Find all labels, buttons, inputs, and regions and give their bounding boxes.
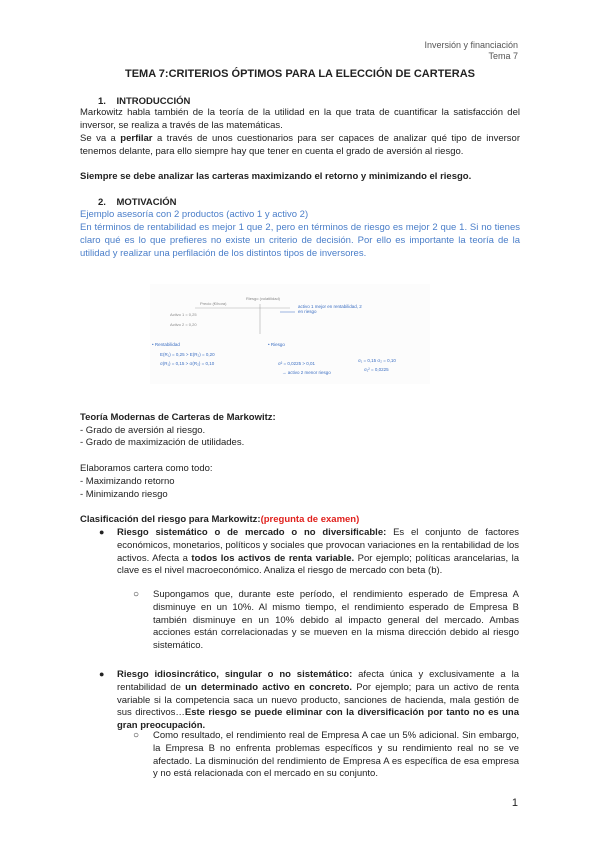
- fig-label-rent: • Rentabilidad: [152, 342, 180, 347]
- intro-paragraph-1: Markowitz habla también de la teoría de la utilidad en la que trata de cuantificar la satisfacción del inversor, se realiza a través de las matemáticas.: [80, 107, 520, 131]
- header-course: Inversión y financiación: [424, 40, 518, 50]
- fig-col-price: Precio (€/hora): [200, 301, 227, 306]
- portfolio-intro: Elaboramos cartera como todo:: [80, 463, 213, 474]
- key-statement: Siempre se debe analizar las carteras maximizando el retorno y minimizando el riesgo.: [80, 171, 472, 182]
- fig-col-risk: Riesgo (volatilidad): [246, 296, 281, 301]
- handwritten-notes-figure: [150, 284, 430, 384]
- bullet-dot: ●: [99, 669, 105, 679]
- header-topic: Tema 7: [488, 51, 518, 61]
- sub-bullet-circle: ○: [133, 589, 140, 600]
- fig-eq-5: σ₁ = 0,15 σ₂ = 0,10: [358, 358, 396, 363]
- fig-row-2: Activo 2 = 0,20: [170, 322, 197, 327]
- idiosyncratic-risk-bullet: Riesgo idiosincrático, singular o no sistemático: afecta única y exclusivamente a la rentabilidad de un determinado activo en concreto. Por ejemplo; para un activo de renta variable si la competencia saca un nuevo producto, sanciones de hacienda, mala gestión de sus directivos…Este riesgo se puede eliminar con la diversificación por tanto no es una gran preocupación.: [117, 669, 520, 732]
- markowitz-title: Teoría Modernas de Carteras de Markowitz:: [80, 412, 276, 423]
- page-number: 1: [511, 797, 518, 809]
- bullet-dot: ●: [99, 527, 105, 537]
- fig-note: activo 1 mejor en rentabilidad, 2 en riesgo: [298, 304, 362, 314]
- systematic-risk-bullet: Riesgo sistemático o de mercado o no diversificable: Es el conjunto de factores económicos, monetarios, políticos y sociales que provocan variaciones en la rentabilidad de los activos. Afecta a todos los activos de renta variable. Por ejemplo; políticas arancelarias, la clave es el nivel macroeconómico. Analiza el riesgo de mercado con beta (b).: [117, 527, 519, 577]
- section-1-heading: 1. INTRODUCCIÓN: [98, 96, 191, 107]
- sub-bullet-circle: ○: [133, 730, 140, 741]
- page-title: TEMA 7:CRITERIOS ÓPTIMOS PARA LA ELECCIÓN DE CARTERAS: [125, 68, 475, 80]
- fig-eq-1: E(R₁) = 0,25 > E(R₂) = 0,20: [160, 352, 215, 357]
- fig-eq-6: σ₁² = 0,0225: [364, 367, 389, 372]
- fig-label-risk: • Riesgo: [268, 342, 285, 347]
- example-paragraph: En términos de rentabilidad es mejor 1 que 2, pero en términos de riesgo es mejor 2 que 1. Si no tienes claro qué es lo que prefieres no existe un criterio de decisión. Por ello es importante la teoría de la utilidad y realizar una perfilación de los distintos tipos de inversores.: [80, 222, 520, 259]
- fig-sketch-lines: [150, 284, 430, 384]
- portfolio-item-2: - Minimizando riesgo: [80, 489, 168, 500]
- fig-eq-3: σ² = 0,0225 > 0,01: [278, 361, 316, 366]
- fig-eq-4: → activo 2 menor riesgo: [282, 370, 331, 375]
- markowitz-item-1: - Grado de aversión al riesgo.: [80, 425, 206, 436]
- section-2-heading: 2. MOTIVACIÓN: [98, 197, 177, 208]
- fig-eq-2: σ(R₁) = 0,15 > σ(R₂) = 0,10: [160, 361, 215, 366]
- idiosyncratic-example: Como resultado, el rendimiento real de Empresa A cae un 5% adicional. Sin embargo, la Empresa B no enfrenta problemas específicos y su rendimiento real no se ve afectado. La disminución del rendimiento de Empresa A es específica de esa empresa y no está relacionada con el mercado en su conjunto.: [153, 730, 519, 780]
- markowitz-item-2: - Grado de maximización de utilidades.: [80, 437, 245, 448]
- example-line: Ejemplo asesoría con 2 productos (activo 1 y activo 2): [80, 209, 309, 220]
- fig-row-1: Activo 1 = 0,25: [170, 312, 197, 317]
- intro-paragraph-2: Se va a perfilar a través de unos cuestionarios para ser capaces de analizar qué tipo de inversor tenemos delante, para ello siempre hay que tener en cuenta el grado de aversión al riesgo.: [80, 133, 520, 157]
- systematic-example: Supongamos que, durante este período, el rendimiento esperado de Empresa A disminuye en un 10%. Al mismo tiempo, el rendimiento esperado de Empresa B también disminuye en un 10% debido al impacto general del mercado. Ambas acciones están correlacionadas y se mueven en la misma dirección debido al riesgo sistemático.: [153, 589, 519, 652]
- portfolio-item-1: - Maximizando retorno: [80, 476, 175, 487]
- risk-classification-title: Clasificación del riesgo para Markowitz:(pregunta de examen): [80, 514, 360, 525]
- exam-tag: (pregunta de examen): [260, 514, 360, 525]
